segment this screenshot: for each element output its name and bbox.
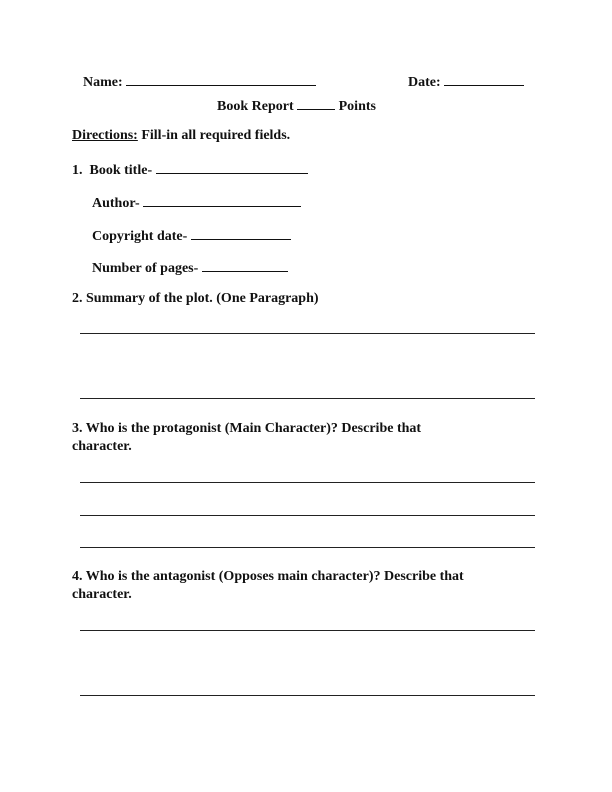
- q4-prompt-line2: character.: [72, 587, 132, 602]
- q2-answer-line[interactable]: [80, 398, 535, 399]
- author-label: Author-: [92, 196, 140, 211]
- book-title-blank[interactable]: [156, 161, 308, 174]
- q3-answer-line[interactable]: [80, 515, 535, 516]
- q2-prompt: 2. Summary of the plot. (One Paragraph): [72, 291, 319, 306]
- page-title: [217, 97, 376, 115]
- date-blank[interactable]: [444, 73, 524, 86]
- directions-label: Directions:: [72, 128, 138, 143]
- copyright-date-label: Copyright date-: [92, 229, 188, 244]
- q1-number: 1.: [72, 163, 83, 178]
- q1-author: [92, 194, 301, 212]
- name-field: [83, 73, 316, 91]
- author-blank[interactable]: [143, 194, 301, 207]
- book-title-label: Book title-: [89, 163, 153, 178]
- q4-answer-line[interactable]: [80, 695, 535, 696]
- q4-answer-line[interactable]: [80, 630, 535, 631]
- copyright-date-blank[interactable]: [191, 227, 291, 240]
- q1-number-of-pages: [92, 259, 288, 277]
- q1-book-title: [72, 161, 308, 179]
- title-book-report: Book Report: [217, 99, 294, 114]
- q1-copyright-date: [92, 227, 291, 245]
- number-of-pages-label: Number of pages-: [92, 261, 199, 276]
- name-blank[interactable]: [126, 73, 316, 86]
- q3-answer-line[interactable]: [80, 547, 535, 548]
- number-of-pages-blank[interactable]: [202, 259, 288, 272]
- name-label: Name:: [83, 75, 123, 90]
- directions: [72, 128, 290, 144]
- q3-answer-line[interactable]: [80, 482, 535, 483]
- q4-prompt-line1: 4. Who is the antagonist (Opposes main character)? Describe that: [72, 569, 464, 584]
- date-field: [408, 73, 524, 91]
- date-label: Date:: [408, 75, 441, 90]
- q3-prompt-line1: 3. Who is the protagonist (Main Character)? Describe that: [72, 421, 422, 436]
- title-points: Points: [338, 99, 376, 114]
- q3-prompt-line2: character.: [72, 439, 132, 454]
- q2-answer-line[interactable]: [80, 333, 535, 334]
- points-blank[interactable]: [297, 97, 335, 110]
- directions-text: Fill-in all required fields.: [141, 128, 291, 143]
